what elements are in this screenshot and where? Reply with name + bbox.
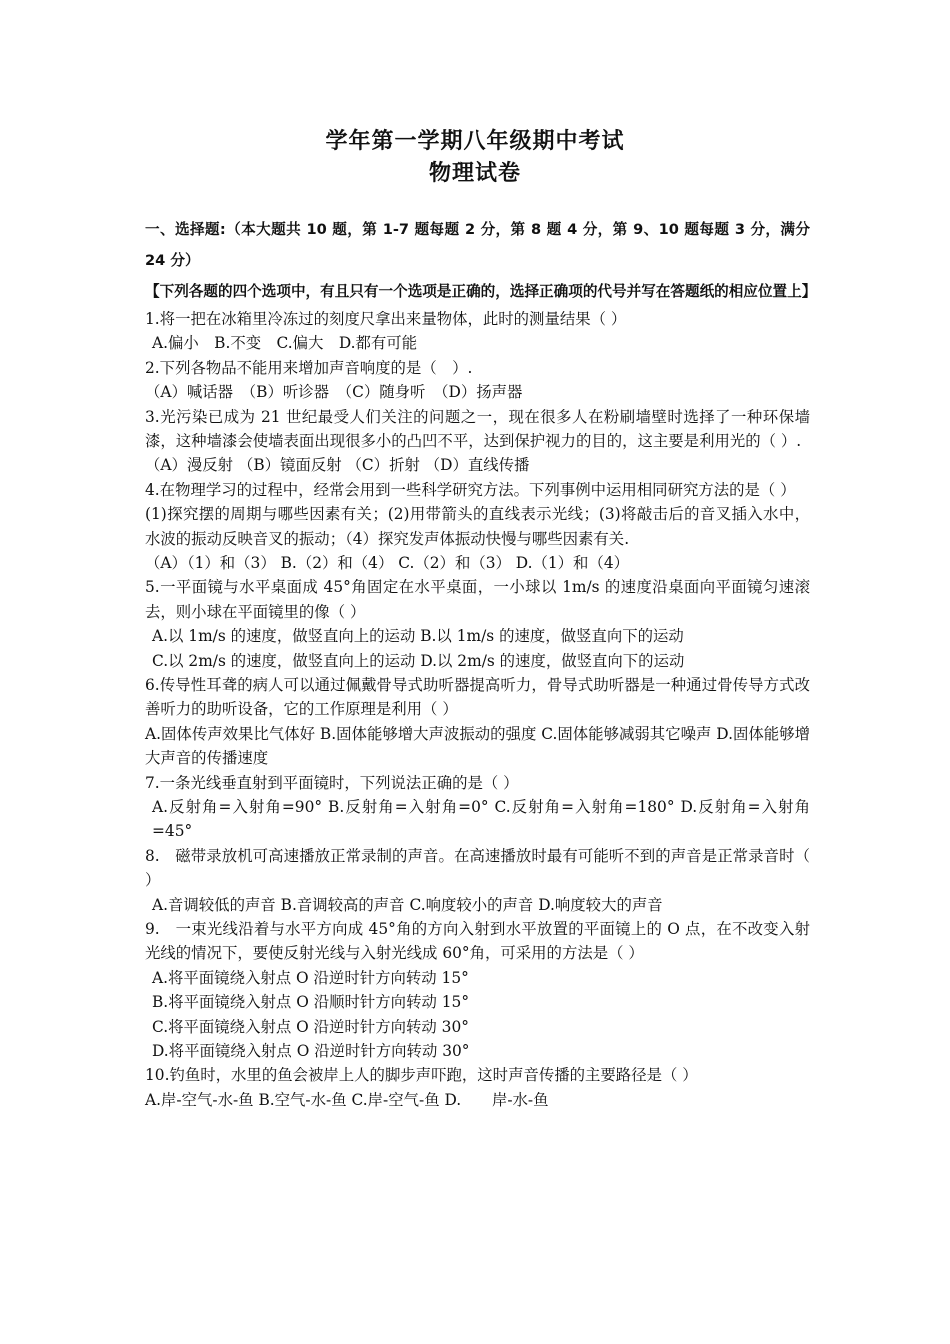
question-8-stem: 8. 磁带录放机可高速播放正常录制的声音。在高速播放时最有可能听不到的声音是正常录音时（ ）	[145, 846, 810, 890]
question-4-options: （A）（1）和（3） B.（2）和（4） C.（2）和（3） D.（1）和（4）	[145, 554, 630, 573]
subject-title: 物理试卷	[428, 161, 521, 186]
question-5-options-ab: A.以 1m/s 的速度，做竖直向上的运动 B.以 1m/s 的速度，做竖直向下的运动	[152, 627, 684, 646]
question-5-options-cd: C.以 2m/s 的速度，做竖直向上的运动 D.以 2m/s 的速度，做竖直向下的运动	[152, 651, 685, 670]
question-4-detail: (1)探究摆的周期与哪些因素有关；(2)用带箭头的直线表示光线；(3)将敲击后的音叉插入水中，水波的振动反映音叉的振动；（4）探究发声体振动快慢与哪些因素有关.	[145, 505, 810, 548]
question-10-stem: 10.钓鱼时，水里的鱼会被岸上人的脚步声吓跑，这时声音传播的主要路径是（ ）	[145, 1066, 698, 1085]
question-3-stem: 3.光污染已成为 21 世纪最受人们关注的问题之一，现在很多人在粉刷墙壁时选择了一种环保墙漆，这种墙漆会使墙表面出现很多小的凸凹不平，达到保护视力的目的，这主要是利用光的（ ）.	[145, 407, 810, 450]
question-2-options: （A）喊话器 （B）听诊器 （C）随身听 （D）扬声器	[145, 383, 523, 402]
question-1-stem: 1.将一把在冰箱里冷冻过的刻度尺拿出来量物体，此时的测量结果（ ）	[145, 310, 627, 328]
question-7-options: A.反射角=入射角=90° B.反射角=入射角=0° C.反射角=入射角=180° D.反射角=入射角=45°	[152, 798, 810, 841]
question-4-stem: 4.在物理学习的过程中，经常会用到一些科学研究方法。下列事例中运用相同研究方法的是（ ）	[145, 480, 796, 499]
section-heading: 一、选择题:（本大题共 10 题，第 1-7 题每题 2 分，第 8 题 4 分，第 9、10 题每题 3 分，满分 24 分）	[145, 221, 810, 269]
question-9-option-b: B.将平面镜绕入射点 O 沿顺时针方向转动 15°	[152, 993, 470, 1012]
question-6-options: A.固体传声效果比气体好 B.固体能够增大声波振动的强度 C.固体能够减弱其它噪声 D.固体能够增大声音的传播速度	[145, 724, 810, 768]
section-instruction: 【下列各题的四个选项中，有且只有一个选项是正确的，选择正确项的代号并写在答题纸的相应位置上】	[145, 283, 817, 300]
question-6-stem: 6.传导性耳聋的病人可以通过佩戴骨导式助听器提高听力，骨导式助听器是一种通过骨传导方式改善听力的助听设备，它的工作原理是利用（ ）	[145, 676, 810, 719]
question-3-options: （A）漫反射 （B）镜面反射 （C）折射 （D）直线传播	[145, 456, 530, 475]
question-9-stem: 9. 一束光线沿着与水平方向成 45°角的方向入射到水平放置的平面镜上的 O 点，在不改变入射光线的情况下，要使反射光线与入射光线成 60°角，可采用的方法是（ ）	[145, 920, 810, 963]
question-section	[145, 214, 817, 1112]
question-9-option-c: C.将平面镜绕入射点 O 沿逆时针方向转动 30°	[152, 1017, 469, 1036]
question-9-option-d: D.将平面镜绕入射点 O 沿逆时针方向转动 30°	[152, 1042, 470, 1061]
question-8-options: A.音调较低的声音 B.音调较高的声音 C.响度较小的声音 D.响度较大的声音	[152, 895, 663, 914]
question-1-options: A.偏小 B.不变 C.偏大 D.都有可能	[152, 334, 418, 353]
question-9-option-a: A.将平面镜绕入射点 O 沿逆时针方向转动 15°	[152, 968, 469, 987]
question-5-stem: 5.一平面镜与水平桌面成 45°角固定在水平桌面，一小球以 1m/s 的速度沿桌面向平面镜匀速滚去，则小球在平面镜里的像（ ）	[145, 578, 810, 621]
exam-title: 学年第一学期八年级期中考试	[325, 129, 625, 154]
question-2-stem: 2.下列各物品不能用来增加声音响度的是（ ）.	[145, 358, 473, 377]
question-10-options: A.岸-空气-水-鱼 B.空气-水-鱼 C.岸-空气-鱼 D. 岸-水-鱼	[145, 1090, 549, 1109]
question-7-stem: 7.一条光线垂直射到平面镜时，下列说法正确的是（ ）	[145, 773, 519, 792]
